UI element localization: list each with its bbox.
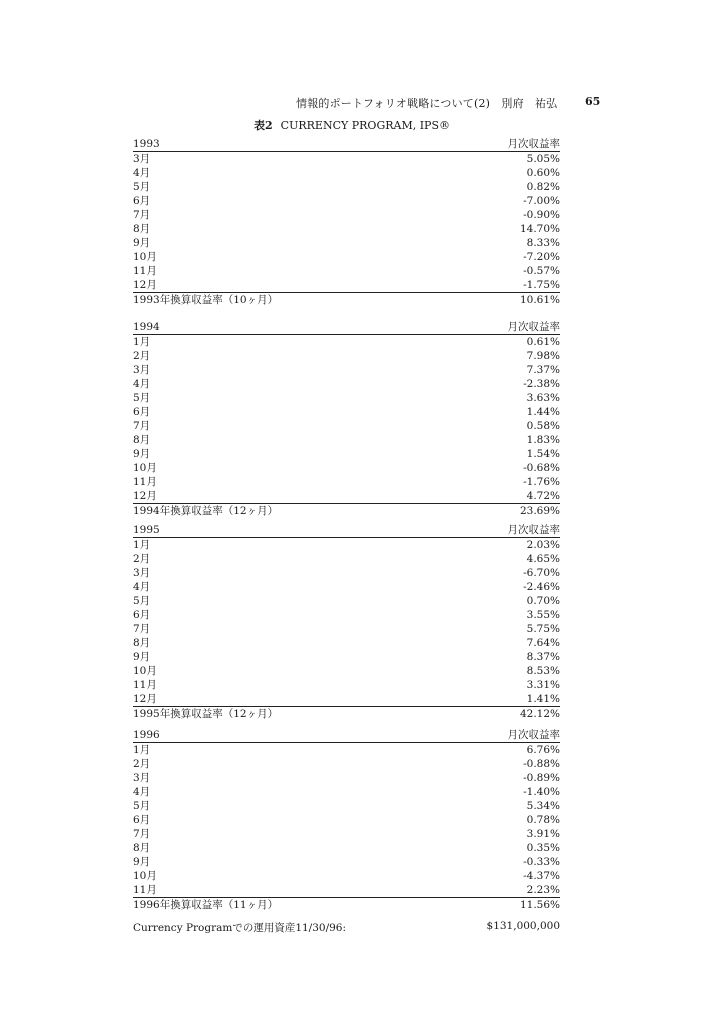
return-cell: 5.75%	[526, 623, 560, 635]
month-cell: 1月	[133, 744, 151, 756]
return-cell: -0.88%	[523, 758, 560, 770]
month-cell: 10月	[133, 462, 157, 474]
return-cell: -2.38%	[523, 378, 560, 390]
month-cell: 4月	[133, 167, 151, 179]
summary-label: 1993年換算収益率（10ヶ月）	[133, 294, 279, 306]
month-cell: 11月	[133, 476, 157, 488]
summary-row	[133, 504, 560, 519]
month-cell: 3月	[133, 772, 151, 784]
table-row	[133, 841, 560, 855]
month-cell: 4月	[133, 786, 151, 798]
month-cell: 6月	[133, 195, 151, 207]
summary-value: 42.12%	[519, 708, 560, 720]
table-row	[133, 692, 560, 707]
table-header-row	[133, 320, 560, 335]
return-cell: -0.57%	[523, 265, 560, 277]
table-header-row	[133, 137, 560, 152]
table-row	[133, 236, 560, 250]
month-cell: 6月	[133, 609, 151, 621]
month-cell: 4月	[133, 378, 151, 390]
table-row	[133, 278, 560, 293]
month-cell: 1月	[133, 539, 151, 551]
month-cell: 6月	[133, 406, 151, 418]
table-row	[133, 757, 560, 771]
month-cell: 10月	[133, 665, 157, 677]
returns-table-1995	[133, 523, 560, 722]
month-cell: 11月	[133, 265, 157, 277]
return-cell: 7.64%	[526, 637, 560, 649]
column-header: 月次収益率	[507, 729, 560, 741]
month-cell: 3月	[133, 153, 151, 165]
table-header-row	[133, 728, 560, 743]
return-cell: 1.54%	[526, 448, 560, 460]
returns-table-1993	[133, 137, 560, 308]
table-row	[133, 869, 560, 883]
assets-label: Currency Programでの運用資産11/30/96:	[133, 922, 347, 934]
month-cell: 6月	[133, 814, 151, 826]
month-cell: 5月	[133, 392, 151, 404]
month-cell: 2月	[133, 553, 151, 565]
table-row	[133, 475, 560, 489]
summary-value: 11.56%	[519, 899, 560, 911]
return-cell: -1.76%	[523, 476, 560, 488]
summary-label: 1995年換算収益率（12ヶ月）	[133, 708, 279, 720]
month-cell: 7月	[133, 209, 151, 221]
column-header: 月次収益率	[507, 524, 560, 536]
table-row	[133, 743, 560, 757]
table-row	[133, 152, 560, 166]
month-cell: 2月	[133, 758, 151, 770]
year-label: 1996	[133, 729, 160, 741]
month-cell: 7月	[133, 828, 151, 840]
month-cell: 5月	[133, 800, 151, 812]
table-caption	[254, 117, 450, 133]
summary-row	[133, 707, 560, 722]
table-row	[133, 405, 560, 419]
month-cell: 11月	[133, 679, 157, 691]
month-cell: 1月	[133, 336, 151, 348]
table-row	[133, 855, 560, 869]
summary-label: 1994年換算収益率（12ヶ月）	[133, 505, 279, 517]
return-cell: 2.23%	[526, 884, 560, 896]
return-cell: 1.83%	[526, 434, 560, 446]
return-cell: 1.44%	[526, 406, 560, 418]
table-row	[133, 166, 560, 180]
return-cell: 8.53%	[526, 665, 560, 677]
table-row	[133, 208, 560, 222]
table-row	[133, 636, 560, 650]
running-header-title: 情報的ポートフォリオ戦略について(2) 別府 祐弘	[296, 97, 558, 110]
table-label: 表2	[254, 119, 273, 132]
return-cell: -0.68%	[523, 462, 560, 474]
return-cell: 0.82%	[526, 181, 560, 193]
table-header-row	[133, 523, 560, 538]
table-row	[133, 622, 560, 636]
table-row	[133, 433, 560, 447]
table-row	[133, 580, 560, 594]
table-row	[133, 377, 560, 391]
month-cell: 12月	[133, 490, 157, 502]
table-row	[133, 180, 560, 194]
return-cell: -2.46%	[523, 581, 560, 593]
return-cell: -0.89%	[523, 772, 560, 784]
table-row	[133, 771, 560, 785]
return-cell: 3.91%	[526, 828, 560, 840]
table-row	[133, 827, 560, 841]
table-row	[133, 538, 560, 552]
return-cell: 3.31%	[526, 679, 560, 691]
month-cell: 5月	[133, 181, 151, 193]
return-cell: -1.40%	[523, 786, 560, 798]
table-row	[133, 552, 560, 566]
return-cell: 7.37%	[526, 364, 560, 376]
month-cell: 9月	[133, 856, 151, 868]
month-cell: 10月	[133, 251, 157, 263]
month-cell: 9月	[133, 448, 151, 460]
table-row	[133, 608, 560, 622]
month-cell: 8月	[133, 842, 151, 854]
column-header: 月次収益率	[507, 138, 560, 150]
return-cell: 0.61%	[526, 336, 560, 348]
table-row	[133, 664, 560, 678]
returns-table-1994	[133, 320, 560, 519]
table-row	[133, 349, 560, 363]
summary-label: 1996年換算収益率（11ヶ月）	[133, 899, 279, 911]
return-cell: -4.37%	[523, 870, 560, 882]
table-row	[133, 785, 560, 799]
month-cell: 3月	[133, 567, 151, 579]
table-title: CURRENCY PROGRAM, IPS®	[280, 119, 450, 132]
return-cell: -7.20%	[523, 251, 560, 263]
summary-value: 23.69%	[519, 505, 560, 517]
return-cell: 7.98%	[526, 350, 560, 362]
return-cell: 3.55%	[526, 609, 560, 621]
table-row	[133, 813, 560, 827]
return-cell: 0.60%	[526, 167, 560, 179]
returns-table-1996	[133, 728, 560, 913]
month-cell: 11月	[133, 884, 157, 896]
return-cell: -7.00%	[523, 195, 560, 207]
return-cell: 8.33%	[526, 237, 560, 249]
month-cell: 9月	[133, 237, 151, 249]
return-cell: 6.76%	[526, 744, 560, 756]
table-row	[133, 264, 560, 278]
table-row	[133, 363, 560, 377]
table-row	[133, 391, 560, 405]
return-cell: 0.78%	[526, 814, 560, 826]
return-cell: 14.70%	[519, 223, 560, 235]
month-cell: 12月	[133, 693, 157, 705]
table-row	[133, 461, 560, 475]
table-row	[133, 650, 560, 664]
year-label: 1994	[133, 321, 160, 333]
month-cell: 8月	[133, 223, 151, 235]
return-cell: 5.34%	[526, 800, 560, 812]
month-cell: 7月	[133, 623, 151, 635]
month-cell: 4月	[133, 581, 151, 593]
return-cell: 1.41%	[526, 693, 560, 705]
return-cell: 2.03%	[526, 539, 560, 551]
summary-row	[133, 293, 560, 308]
table-row	[133, 447, 560, 461]
month-cell: 8月	[133, 637, 151, 649]
table-row	[133, 419, 560, 433]
assets-footer	[133, 920, 560, 935]
return-cell: -0.33%	[523, 856, 560, 868]
table-row	[133, 194, 560, 208]
table-row	[133, 489, 560, 504]
month-cell: 12月	[133, 279, 157, 291]
table-row	[133, 222, 560, 236]
table-row	[133, 799, 560, 813]
table-row	[133, 678, 560, 692]
return-cell: 0.70%	[526, 595, 560, 607]
year-label: 1993	[133, 138, 160, 150]
return-cell: 3.63%	[526, 392, 560, 404]
month-cell: 3月	[133, 364, 151, 376]
table-row	[133, 594, 560, 608]
table-row	[133, 566, 560, 580]
return-cell: -1.75%	[523, 279, 560, 291]
month-cell: 2月	[133, 350, 151, 362]
summary-row	[133, 898, 560, 913]
return-cell: -6.70%	[523, 567, 560, 579]
month-cell: 8月	[133, 434, 151, 446]
page-number: 65	[585, 95, 601, 108]
summary-value: 10.61%	[519, 294, 560, 306]
month-cell: 10月	[133, 870, 157, 882]
month-cell: 9月	[133, 651, 151, 663]
return-cell: 8.37%	[526, 651, 560, 663]
return-cell: 0.58%	[526, 420, 560, 432]
return-cell: 5.05%	[526, 153, 560, 165]
table-row	[133, 883, 560, 898]
return-cell: 4.65%	[526, 553, 560, 565]
table-row	[133, 250, 560, 264]
assets-value: $131,000,000	[486, 920, 560, 932]
table-row	[133, 335, 560, 349]
month-cell: 7月	[133, 420, 151, 432]
return-cell: 4.72%	[526, 490, 560, 502]
return-cell: -0.90%	[523, 209, 560, 221]
month-cell: 5月	[133, 595, 151, 607]
year-label: 1995	[133, 524, 160, 536]
return-cell: 0.35%	[526, 842, 560, 854]
column-header: 月次収益率	[507, 321, 560, 333]
